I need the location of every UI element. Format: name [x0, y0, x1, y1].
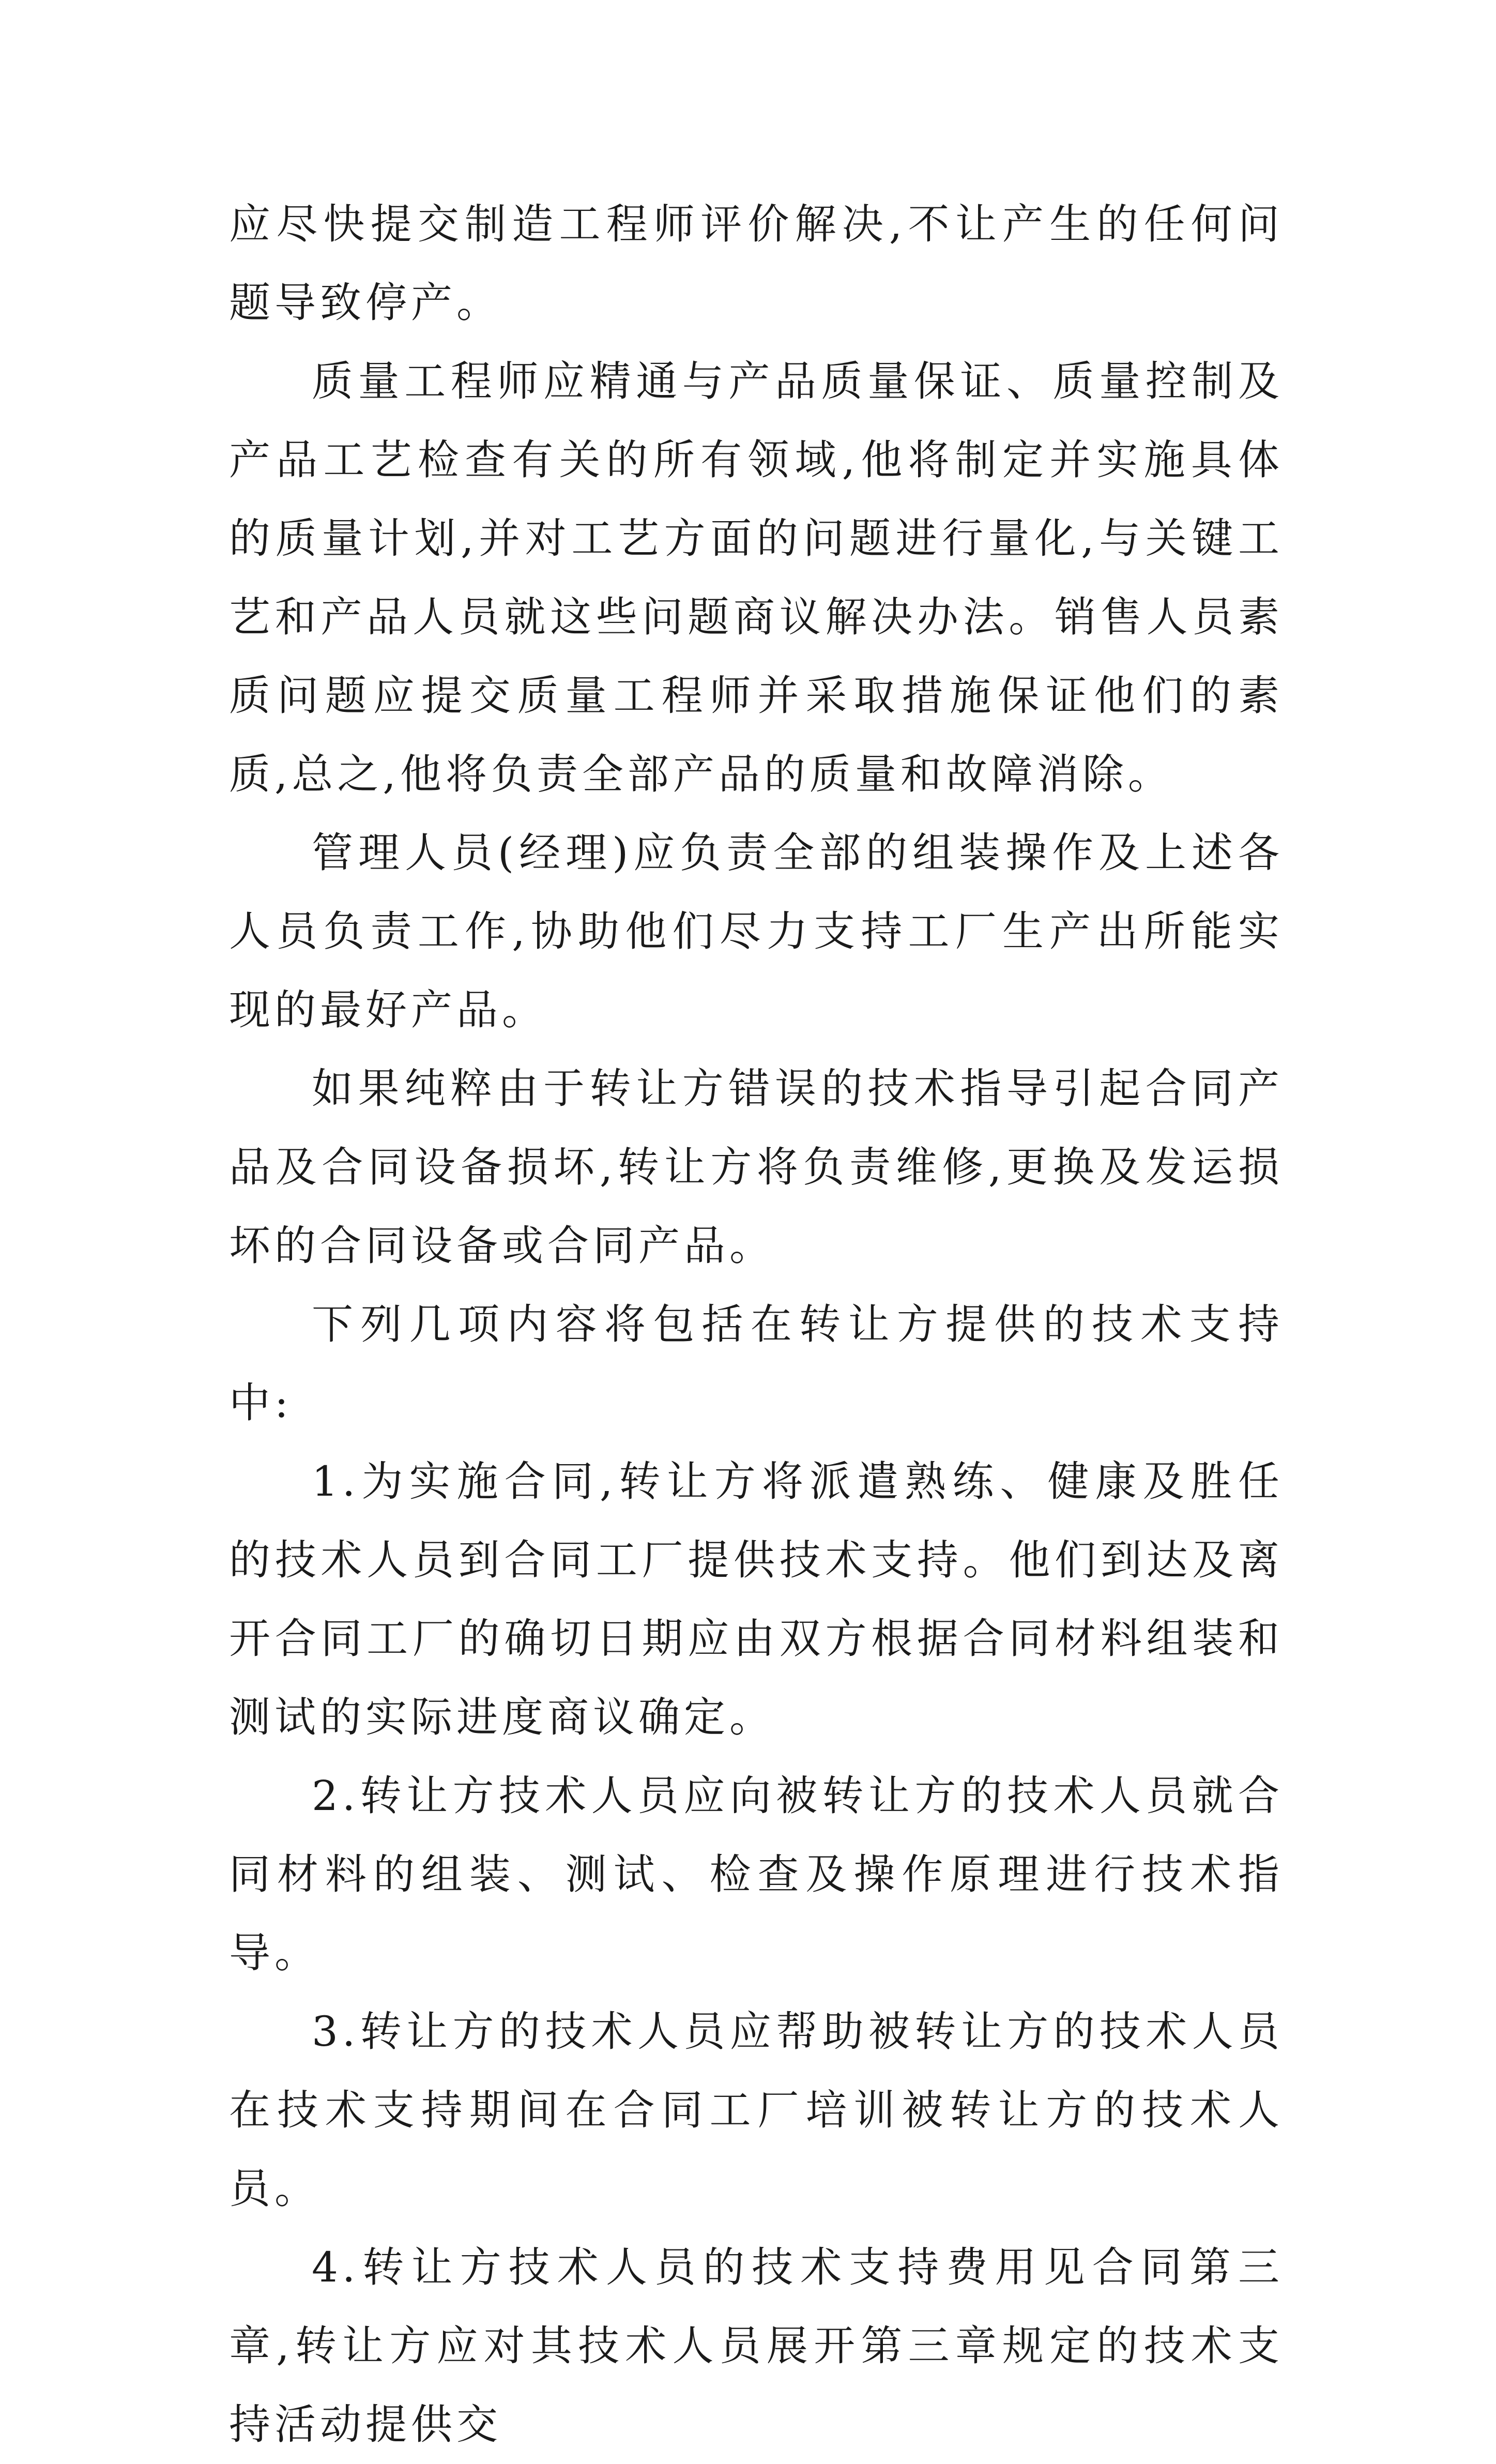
paragraph-item-1: 1.为实施合同,转让方将派遣熟练、健康及胜任的技术人员到合同工厂提供技术支持。他们到达及离开合同工厂的确切日期应由双方根据合同材料组装和测试的实际进度商议确定。 — [229, 1457, 1284, 1741]
paragraph-support-intro: 下列几项内容将包括在转让方提供的技术支持中: — [229, 1300, 1284, 1427]
paragraph-item-3: 3.转让方的技术人员应帮助被转让方的技术人员在技术支持期间在合同工厂培训被转让方的技术人员。 — [229, 2007, 1284, 2213]
paragraph-manager: 管理人员(经理)应负责全部的组装操作及上述各人员负责工作,协助他们尽力支持工厂生产出所能实现的最好产品。 — [229, 829, 1284, 1034]
paragraph-item-2: 2.转让方技术人员应向被转让方的技术人员就合同材料的组装、测试、检查及操作原理进行技术指导。 — [229, 1772, 1284, 1977]
paragraph-item-4: 4.转让方技术人员的技术支持费用见合同第三章,转让方应对其技术人员展开第三章规定的技术支持活动提供交 — [229, 2243, 1284, 2448]
paragraph-continuation: 应尽快提交制造工程师评价解决,不让产生的任何问题导致停产。 — [229, 200, 1284, 327]
paragraph-quality-engineer: 质量工程师应精通与产品质量保证、质量控制及产品工艺检查有关的所有领域,他将制定并实施具体的质量计划,并对工艺方面的问题进行量化,与关键工艺和产品人员就这些问题商议解决办法。销售人员素质问题应提交质量工程师并采取措施保证他们的素质,总之,他将负责全部产品的质量和故障消除。 — [229, 357, 1284, 798]
body-text — [229, 185, 1284, 2464]
paragraph-damage-liability: 如果纯粹由于转让方错误的技术指导引起合同产品及合同设备损坏,转让方将负责维修,更换及发运损坏的合同设备或合同产品。 — [229, 1064, 1284, 1270]
